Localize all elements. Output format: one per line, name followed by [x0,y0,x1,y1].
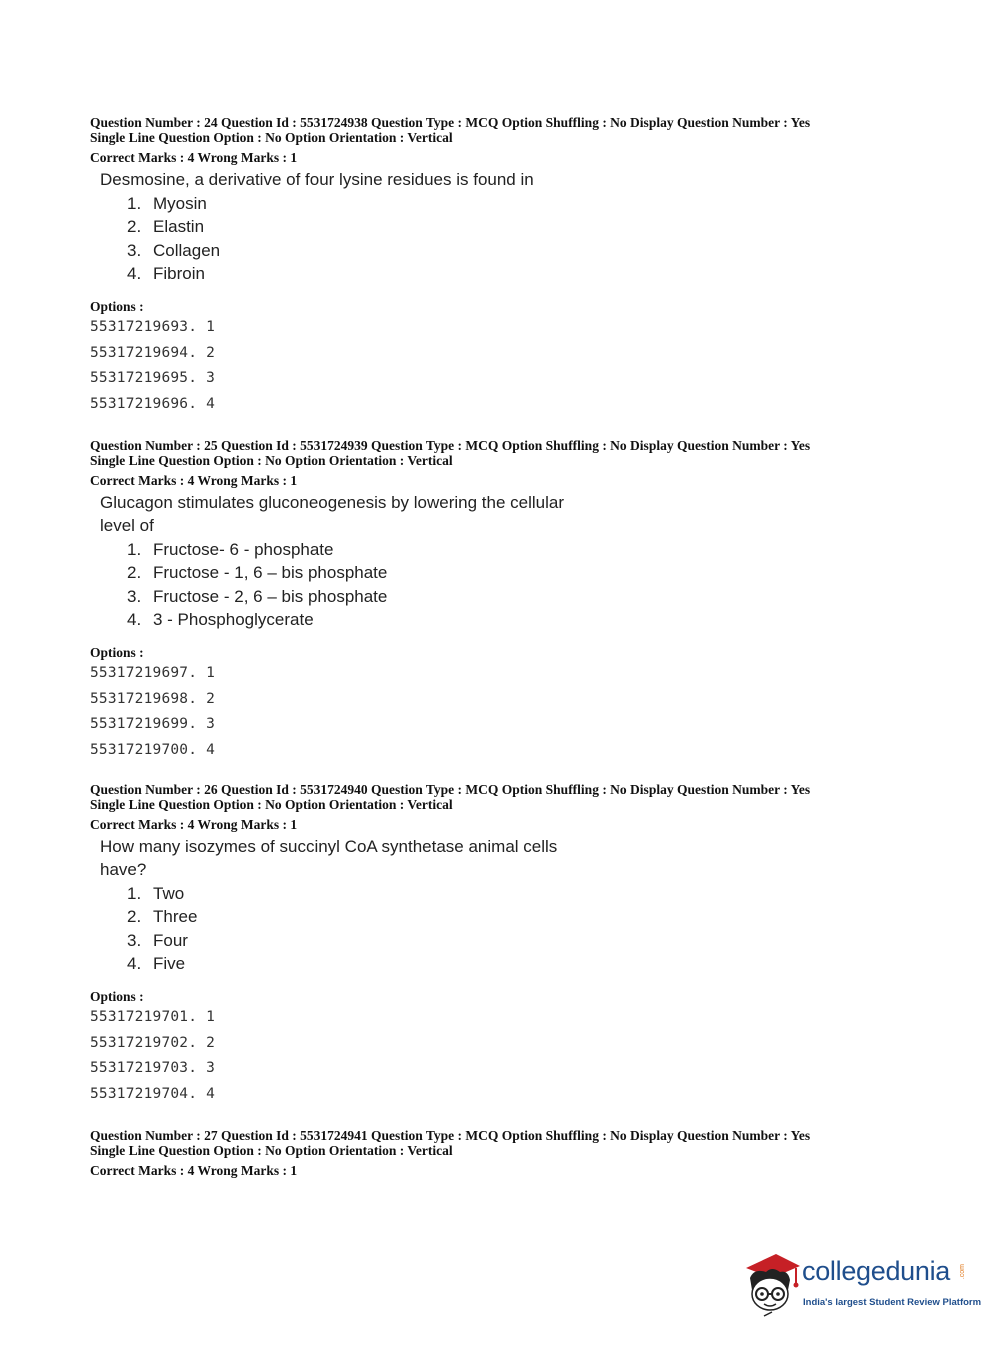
question-marks: Correct Marks : 4 Wrong Marks : 1 [90,473,298,488]
option-id: 55317219693. 1 [90,319,216,336]
question-text: Desmosine, a derivative of four lysine residues is found in [100,170,534,189]
choice-text: Elastin [153,217,205,237]
question-text: Glucagon stimulates gluconeogenesis by lowering the cellular level of [100,493,564,535]
question-header: Question Number : 24 Question Id : 5531724938 Question Type : MCQ Option Shuffling : No Display Question Number : Yes [90,115,811,130]
choice-item [127,952,910,975]
mascot-icon [742,1250,804,1318]
option-id: 55317219698. 2 [90,690,216,707]
question-marks: Correct Marks : 4 Wrong Marks : 1 [90,817,298,832]
choice-text: Two [153,884,185,903]
choice-text: Fibroin [153,263,205,283]
choice-number: 4. [127,263,142,283]
choice-number: 3. [127,930,142,950]
choice-number: 2. [127,563,142,583]
choice-number: 3. [127,240,142,260]
choice-text: Myosin [153,194,207,213]
question-header-line2: Single Line Question Option : No Option Orientation : Vertical [90,1143,453,1158]
choice-text: Three [153,907,198,927]
choice-text: Fructose - 2, 6 – bis phosphate [153,586,388,606]
question-header-line2: Single Line Question Option : No Option Orientation : Vertical [90,453,453,468]
choice-item [127,538,910,561]
options-label: Options : [90,989,144,1005]
question-header: Question Number : 26 Question Id : 5531724940 Question Type : MCQ Option Shuffling : No Display Question Number : Yes [90,782,811,797]
choice-number: 2. [127,907,142,927]
option-id: 55317219700. 4 [90,741,216,758]
question-header-line2: Single Line Question Option : No Option Orientation : Vertical [90,130,453,145]
question-header: Question Number : 27 Question Id : 5531724941 Question Type : MCQ Option Shuffling : No Display Question Number : Yes [90,1128,811,1143]
choice-item [127,608,910,631]
option-id: 55317219694. 2 [90,344,216,361]
question-marks: Correct Marks : 4 Wrong Marks : 1 [90,150,298,165]
choice-text: Fructose- 6 - phosphate [153,540,334,559]
choice-text: 3 - Phosphoglycerate [153,609,314,629]
option-id: 55317219697. 1 [90,665,216,682]
choice-number: 3. [127,586,142,606]
choice-item [127,192,910,215]
choice-number: 1. [127,194,142,213]
question-26 [90,782,910,1107]
logo-wordmark: collegedunia [802,1256,951,1286]
choice-number: 2. [127,217,142,237]
question-25 [90,438,910,763]
question-header: Question Number : 25 Question Id : 5531724939 Question Type : MCQ Option Shuffling : No Display Question Number : Yes [90,438,811,453]
logo-suffix: .com [959,1264,966,1280]
choice-number: 4. [127,609,142,629]
question-marks: Correct Marks : 4 Wrong Marks : 1 [90,1163,298,1178]
choice-item [127,239,910,262]
choice-item [127,262,910,285]
choice-item [127,882,910,905]
option-id: 55317219695. 3 [90,370,216,387]
choice-list [127,192,910,285]
choice-number: 1. [127,884,142,903]
choice-item [127,585,910,608]
option-id: 55317219704. 4 [90,1085,216,1102]
option-id: 55317219699. 3 [90,716,216,733]
choice-text: Five [153,953,186,973]
choice-list [127,882,910,975]
question-27 [90,1128,910,1178]
question-text: How many isozymes of succinyl CoA synthetase animal cells have? [100,837,558,879]
choice-item [127,905,910,928]
question-header-line2: Single Line Question Option : No Option Orientation : Vertical [90,797,453,812]
choice-number: 4. [127,953,142,973]
choice-list [127,538,910,631]
choice-text: Collagen [153,240,221,260]
question-24 [90,115,910,417]
collegedunia-logo[interactable] [742,1250,982,1320]
option-id: 55317219701. 1 [90,1009,216,1026]
choice-item [127,215,910,238]
option-id: 55317219703. 3 [90,1060,216,1077]
choice-item [127,929,910,952]
choice-number: 1. [127,540,142,559]
options-label: Options : [90,645,144,661]
choice-text: Four [153,930,188,950]
option-id: 55317219696. 4 [90,395,216,412]
choice-item [127,561,910,584]
logo-tagline: India's largest Student Review Platform [803,1297,982,1308]
choice-text: Fructose - 1, 6 – bis phosphate [153,563,388,583]
option-id: 55317219702. 2 [90,1034,216,1051]
options-label: Options : [90,299,144,315]
